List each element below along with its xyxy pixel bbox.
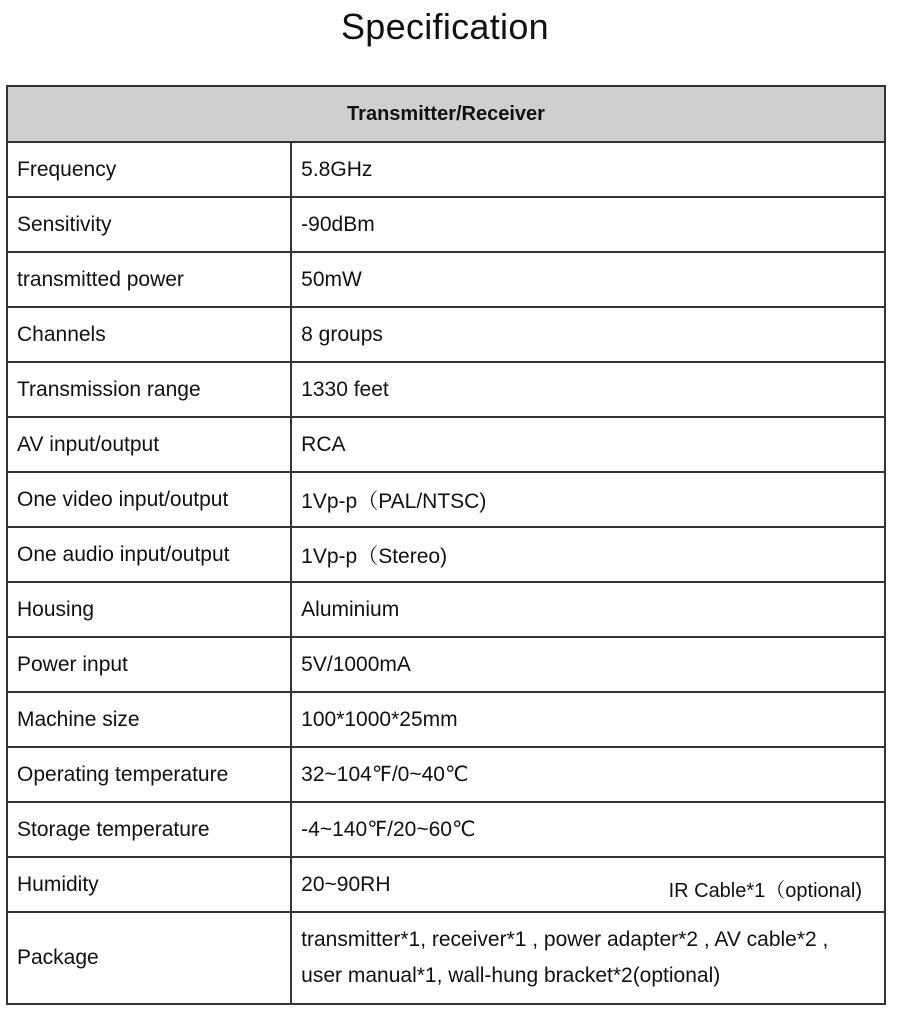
- spec-label: Channels: [7, 307, 291, 362]
- spec-value: RCA: [291, 417, 885, 472]
- table-row: [7, 197, 885, 252]
- table-row: [7, 582, 885, 637]
- table-row: [7, 142, 885, 197]
- table-row: [7, 252, 885, 307]
- spec-value: 5V/1000mA: [291, 637, 885, 692]
- table-header: Transmitter/Receiver: [7, 86, 885, 142]
- table-row: [7, 747, 885, 802]
- spec-label: One video input/output: [7, 472, 291, 527]
- spec-value: 50mW: [291, 252, 885, 307]
- table-row: [7, 527, 885, 582]
- table-row: [7, 692, 885, 747]
- table-header-row: [7, 86, 885, 142]
- package-line-2: user manual*1, wall-hung bracket*2(optional): [301, 964, 721, 987]
- spec-label: Package: [7, 912, 291, 1004]
- spec-label: Housing: [7, 582, 291, 637]
- spec-label: Transmission range: [7, 362, 291, 417]
- spec-label: One audio input/output: [7, 527, 291, 582]
- ir-cable-note: IR Cable*1（optional): [668, 880, 862, 902]
- spec-value: 32~104℉/0~40℃: [291, 747, 885, 802]
- spec-value: 1330 feet: [291, 362, 885, 417]
- spec-value: -4~140℉/20~60℃: [291, 802, 885, 857]
- table-row: [7, 307, 885, 362]
- spec-value: 5.8GHz: [291, 142, 885, 197]
- spec-label: AV input/output: [7, 417, 291, 472]
- spec-value: 8 groups: [291, 307, 885, 362]
- table-row: [7, 417, 885, 472]
- spec-label: Sensitivity: [7, 197, 291, 252]
- spec-label: Storage temperature: [7, 802, 291, 857]
- page-title: Specification: [340, 6, 550, 47]
- spec-label: Power input: [7, 637, 291, 692]
- spec-table: [6, 85, 886, 1005]
- spec-label: Humidity: [7, 857, 291, 912]
- table-row: [7, 637, 885, 692]
- spec-label: transmitted power: [7, 252, 291, 307]
- spec-value: Aluminium: [291, 582, 885, 637]
- spec-value: 1Vp-p（PAL/NTSC): [291, 472, 885, 527]
- table-row: [7, 362, 885, 417]
- spec-label: Operating temperature: [7, 747, 291, 802]
- spec-value: 20~90RH: [291, 857, 885, 912]
- spec-value: -90dBm: [291, 197, 885, 252]
- spec-label: Frequency: [7, 142, 291, 197]
- spec-value: 1Vp-p（Stereo): [291, 527, 885, 582]
- table-row: [7, 472, 885, 527]
- spec-label: Machine size: [7, 692, 291, 747]
- package-line-1: transmitter*1, receiver*1 , power adapter*2 , AV cable*2 ,: [301, 928, 829, 951]
- spec-value: 100*1000*25mm: [291, 692, 885, 747]
- table-row-package: [7, 912, 885, 1004]
- table-row: [7, 802, 885, 857]
